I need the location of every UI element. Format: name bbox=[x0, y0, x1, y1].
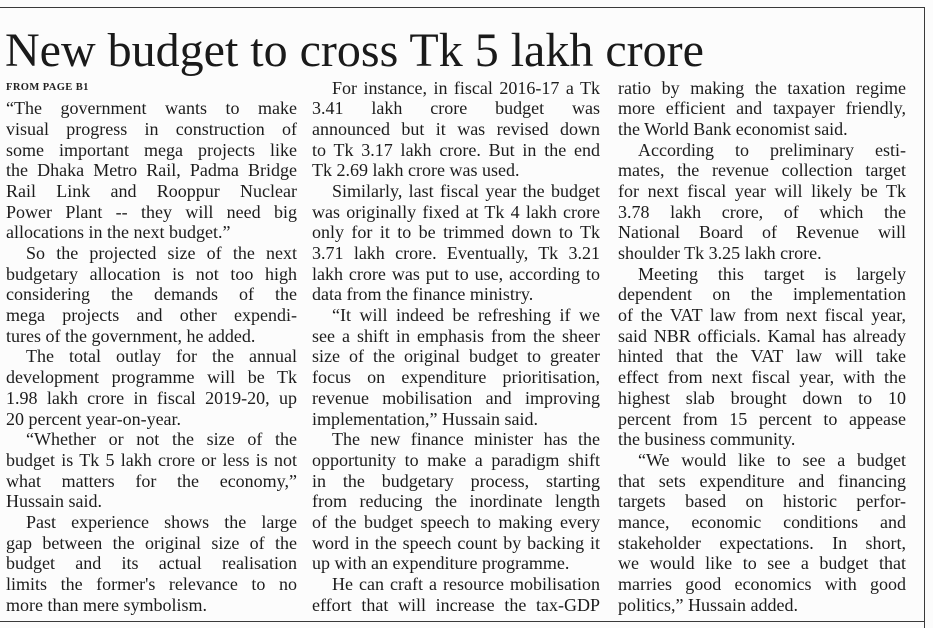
article-line: 1.98 lakh crore in fiscal 2019-20, up bbox=[6, 387, 297, 408]
article-line: So the projected size of the next bbox=[26, 243, 297, 263]
article-line: said NBR officials. Kamal has already bbox=[618, 325, 906, 346]
article-paragraph bbox=[618, 78, 906, 140]
article-line: Meeting this target is largely bbox=[638, 263, 906, 284]
article-line: budgetary allocation is not too high bbox=[6, 263, 297, 284]
article-line: of the budget speech to making every bbox=[312, 511, 600, 532]
article-line: budget and its actual realisation bbox=[6, 553, 297, 574]
article-line: shoulder Tk 3.25 lakh crore. bbox=[618, 243, 822, 263]
article-line: opportunity to make a paradigm shift bbox=[312, 449, 600, 470]
article-line: see a shift in emphasis from the sheer bbox=[312, 325, 600, 346]
article-line: 3.78 lakh crore, of which the bbox=[618, 201, 906, 222]
article-line: considering the demands of the bbox=[6, 284, 297, 305]
article-line: gap between the original size of the bbox=[6, 532, 297, 553]
article-line: Past experience shows the large bbox=[26, 511, 297, 532]
article-line: hinted that the VAT law will take bbox=[618, 346, 906, 367]
jump-line: FROM PAGE B1 bbox=[6, 81, 89, 93]
article-line: highest slab brought down to 10 bbox=[618, 387, 906, 408]
article-line: the business community. bbox=[618, 429, 796, 450]
article-line: visual progress in construction of bbox=[6, 118, 297, 139]
article-line: 3.41 lakh crore budget was bbox=[312, 98, 600, 119]
article-column-3 bbox=[618, 78, 906, 616]
article-line: data from the finance ministry. bbox=[312, 284, 534, 305]
article-line: He can craft a resource mobilisation bbox=[332, 574, 600, 594]
article-line: The new finance minister has the bbox=[332, 429, 600, 450]
article-paragraph bbox=[6, 512, 297, 615]
article-paragraph bbox=[618, 450, 906, 616]
article-line: up with an expenditure programme. bbox=[312, 553, 570, 574]
article-line: for next fiscal year will likely be Tk bbox=[618, 180, 906, 201]
article-line: from reducing the inordinate length bbox=[312, 491, 600, 512]
article-line: some important mega projects like bbox=[6, 139, 297, 160]
article-paragraph bbox=[6, 346, 297, 429]
article-line: we would like to see a budget that bbox=[618, 553, 906, 574]
article-line: size of the original budget to greater bbox=[312, 346, 600, 367]
frame-rule-bottom bbox=[0, 621, 925, 622]
article-line: the World Bank economist said. bbox=[618, 118, 848, 139]
article-line: focus on expenditure prioritisation, bbox=[312, 367, 600, 388]
article-line: dependent on the implementation bbox=[618, 284, 906, 305]
article-line: Power Plant -- they will need big bbox=[6, 201, 297, 222]
article-line: The total outlay for the annual bbox=[26, 346, 297, 367]
article-line: mates, the revenue collection target bbox=[618, 160, 906, 181]
article-line: Similarly, last fiscal year the budget bbox=[332, 180, 600, 201]
article-line: revenue mobilisation and improving bbox=[312, 387, 600, 408]
article-paragraph bbox=[312, 78, 600, 181]
article-line: National Board of Revenue will bbox=[618, 222, 906, 243]
article-line: only for it to be trimmed down to Tk bbox=[312, 222, 600, 243]
article-paragraph bbox=[312, 429, 600, 574]
article-line: mance, economic conditions and bbox=[618, 511, 906, 532]
article-line: more than mere symbolism. bbox=[6, 594, 207, 615]
headline: New budget to cross Tk 5 lakh crore bbox=[5, 24, 704, 77]
article-line: “It will indeed be refreshing if we bbox=[332, 305, 600, 326]
article-line: According to preliminary esti- bbox=[638, 139, 906, 160]
article-line: announced but it was revised down bbox=[312, 118, 600, 139]
frame-rule-top bbox=[0, 7, 925, 8]
article-line: what matters for the economy,” bbox=[6, 470, 297, 491]
article-paragraph bbox=[6, 98, 297, 243]
article-line: implementation,” Hussain said. bbox=[312, 408, 538, 429]
article-line: ratio by making the taxation regime bbox=[618, 77, 906, 98]
article-line: limits the former's relevance to no bbox=[6, 574, 297, 594]
article-line: targets based on historic perfor- bbox=[618, 491, 906, 512]
article-line: word in the speech count by backing it bbox=[312, 532, 600, 553]
article-line: politics,” Hussain added. bbox=[618, 594, 798, 615]
article-line: marries good economics with good bbox=[618, 574, 906, 594]
frame-rule-right bbox=[924, 7, 925, 628]
article-paragraph bbox=[312, 305, 600, 429]
article-paragraph bbox=[618, 264, 906, 450]
article-line: that sets expenditure and financing bbox=[618, 470, 906, 491]
article-column-1 bbox=[6, 78, 297, 616]
article-line: lakh crore was put to use, according to bbox=[312, 263, 600, 284]
article-line: more efficient and taxpayer friendly, bbox=[618, 98, 906, 119]
article-line: “We would like to see a budget bbox=[638, 449, 906, 470]
article-line: was originally fixed at Tk 4 lakh crore bbox=[312, 201, 600, 222]
article-line: percent from 15 percent to appease bbox=[618, 408, 906, 429]
article-column-2 bbox=[312, 78, 600, 616]
article-paragraph bbox=[312, 181, 600, 305]
article-line: tures of the government, he added. bbox=[6, 325, 256, 346]
article-line: the Dhaka Metro Rail, Padma Bridge bbox=[6, 160, 297, 181]
article-line: Tk 2.69 lakh crore was used. bbox=[312, 160, 520, 181]
article-line: Rail Link and Rooppur Nuclear bbox=[6, 180, 297, 201]
article-line: in the budgetary process, starting bbox=[312, 470, 600, 491]
article-paragraph bbox=[618, 140, 906, 264]
article-line: of the VAT law from next fiscal year, bbox=[618, 305, 906, 326]
article-line: mega projects and other expendi- bbox=[6, 305, 297, 326]
article-line: For instance, in fiscal 2016-17 a Tk bbox=[332, 77, 600, 98]
article-line: effect from next fiscal year, with the bbox=[618, 367, 906, 388]
article-line: allocations in the next budget.” bbox=[6, 222, 231, 243]
article-line: “The government wants to make bbox=[6, 98, 297, 119]
article-line: stakeholder expectations. In short, bbox=[618, 532, 906, 553]
article-line: 3.71 lakh crore. Eventually, Tk 3.21 bbox=[312, 243, 600, 263]
article-paragraph bbox=[6, 429, 297, 512]
article-paragraph bbox=[312, 574, 600, 615]
article-line: Hussain said. bbox=[6, 491, 102, 512]
article-line: to Tk 3.17 lakh crore. But in the end bbox=[312, 139, 600, 160]
article-line: effort that will increase the tax-GDP bbox=[312, 594, 600, 615]
article-line: budget is Tk 5 lakh crore or less is not bbox=[6, 449, 297, 470]
article-line: “Whether or not the size of the bbox=[26, 429, 297, 450]
article-paragraph bbox=[6, 243, 297, 346]
article-line: 20 percent year-on-year. bbox=[6, 408, 182, 429]
article-line: development programme will be Tk bbox=[6, 367, 297, 388]
